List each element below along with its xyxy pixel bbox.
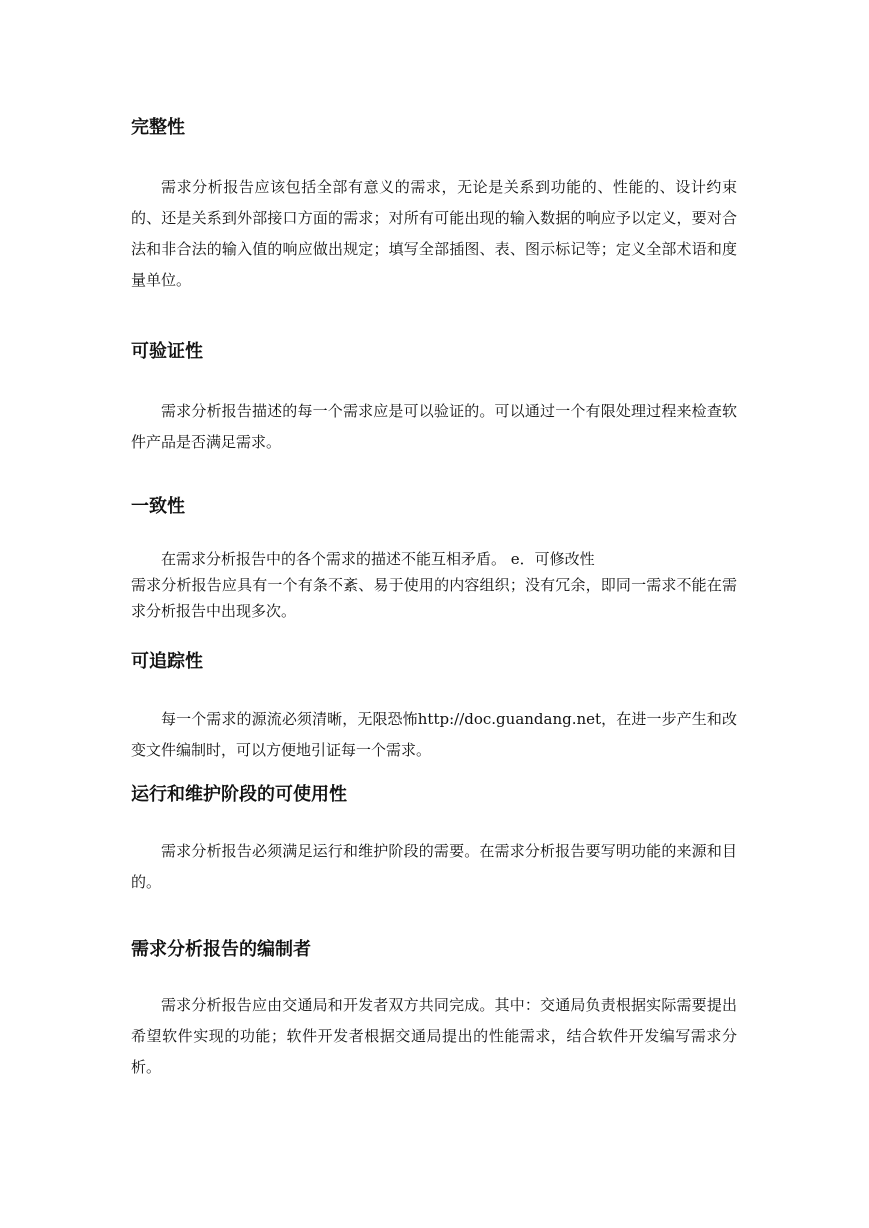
section-heading-completeness: 完整性 xyxy=(131,117,185,138)
section-body-traceability: 每一个需求的源流必须清晰，无限恐怖http://doc.guandang.net，在进一步产生和改变文件编制时，可以方便地引证每一个需求。 xyxy=(131,710,737,759)
section-body-consistency: 在需求分析报告中的各个需求的描述不能互相矛盾。 e．可修改性 xyxy=(161,550,595,568)
section-heading-authors: 需求分析报告的编制者 xyxy=(131,939,311,960)
section-heading-traceability: 可追踪性 xyxy=(131,651,203,672)
section-body-authors: 需求分析报告应由交通局和开发者双方共同完成。其中：交通局负责根据实际需要提出希望软件实现的功能；软件开发者根据交通局提出的性能需求，结合软件开发编写需求分析。 xyxy=(131,996,737,1076)
section-body-completeness: 需求分析报告应该包括全部有意义的需求，无论是关系到功能的、性能的、设计约束的、还是关系到外部接口方面的需求；对所有可能出现的输入数据的响应予以定义，要对合法和非合法的输入值的响应做出规定；填写全部插图、表、图示标记等；定义全部术语和度量单位。 xyxy=(131,178,737,289)
section-body-modifiability: 需求分析报告应具有一个有条不紊、易于使用的内容组织；没有冗余，即同一需求不能在需求分析报告中出现多次。 xyxy=(131,576,737,620)
section-body-verifiability: 需求分析报告描述的每一个需求应是可以验证的。可以通过一个有限处理过程来检查软件产品是否满足需求。 xyxy=(131,402,737,451)
section-heading-usability: 运行和维护阶段的可使用性 xyxy=(131,784,347,805)
section-body-usability: 需求分析报告必须满足运行和维护阶段的需要。在需求分析报告要写明功能的来源和目的。 xyxy=(131,842,737,891)
section-heading-consistency: 一致性 xyxy=(131,496,185,517)
section-heading-verifiability: 可验证性 xyxy=(131,341,203,362)
